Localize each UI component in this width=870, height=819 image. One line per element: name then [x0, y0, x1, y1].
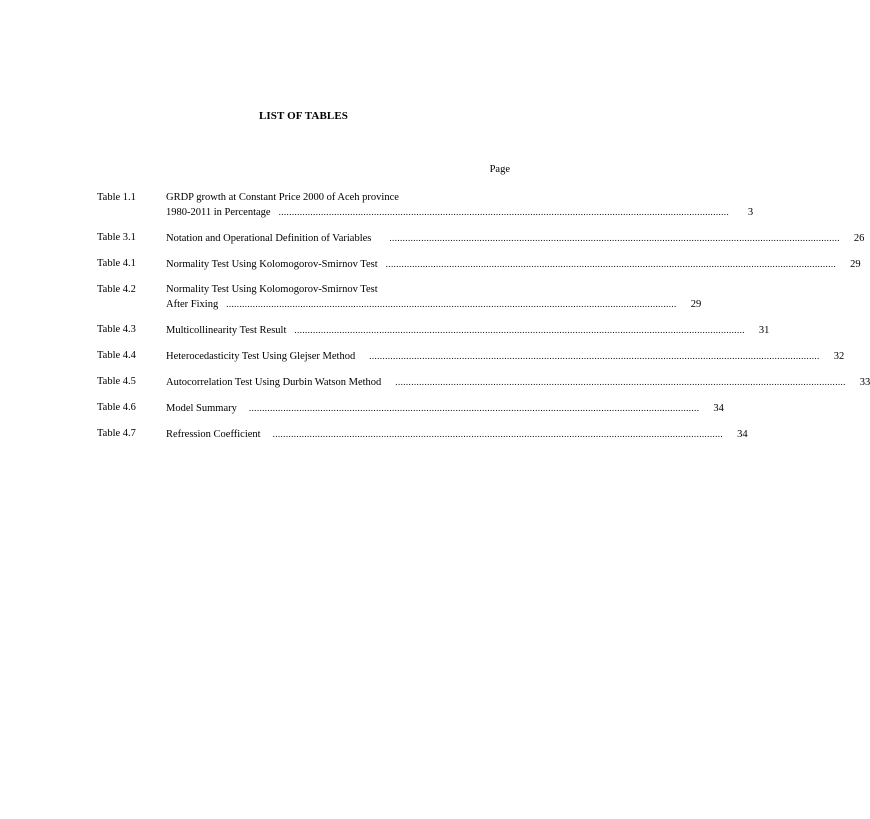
table-caption-line: After Fixing	[166, 299, 219, 310]
table-caption-line: Autocorrelation Test Using Durbin Watson Method	[166, 377, 382, 388]
table-number: Table 3.1	[97, 232, 136, 243]
list-item	[97, 401, 724, 427]
table-number: Table 4.6	[97, 402, 136, 413]
page-number: 32	[833, 351, 845, 362]
table-number: Table 4.5	[97, 376, 136, 387]
page-number: 33	[859, 377, 870, 388]
page-number: 26	[853, 233, 865, 244]
dot-leader: ..........................................................................................................................................................................	[278, 207, 730, 217]
page-number: 3	[747, 207, 754, 218]
table-caption-line: Refression Coefficient	[166, 429, 261, 440]
page-number: 31	[758, 325, 770, 336]
table-caption-line: 1980-2011 in Percentage	[166, 207, 271, 218]
dot-leader: ..........................................................................................................................................................................	[395, 377, 846, 387]
table-caption-line: GRDP growth at Constant Price 2000 of Aceh province	[166, 192, 399, 203]
table-caption-line: Model Summary	[166, 403, 237, 414]
list-item	[97, 427, 748, 453]
table-caption-line: Normality Test Using Kolomogorov-Smirnov Test	[166, 259, 378, 270]
dot-leader: ..........................................................................................................................................................................	[248, 403, 700, 413]
dot-leader: ..........................................................................................................................................................................	[385, 259, 837, 269]
table-number: Table 4.3	[97, 324, 136, 335]
page-number: 29	[690, 299, 702, 310]
list-item	[97, 323, 770, 349]
table-number: Table 1.1	[97, 192, 136, 203]
dot-leader: ..........................................................................................................................................................................	[369, 351, 820, 361]
dot-leader: ..........................................................................................................................................................................	[294, 325, 745, 335]
table-number: Table 4.1	[97, 258, 136, 269]
list-item	[97, 257, 861, 283]
table-caption-line: Normality Test Using Kolomogorov-Smirnov Test	[166, 284, 378, 295]
table-number: Table 4.2	[97, 284, 136, 295]
list-item	[97, 231, 865, 257]
dot-leader: ..........................................................................................................................................................................	[389, 233, 840, 243]
list-item	[97, 191, 754, 231]
page-number: 29	[850, 259, 861, 270]
table-caption-line: Multicollinearity Test Result	[166, 325, 287, 336]
dot-leader: ..........................................................................................................................................................................	[272, 429, 724, 439]
page-title: LIST OF TABLES	[258, 110, 349, 122]
table-number: Table 4.7	[97, 428, 136, 439]
page-number: 34	[713, 403, 724, 414]
dot-leader: ..........................................................................................................................................................................	[226, 299, 677, 309]
list-item	[97, 283, 702, 323]
table-caption-line: Notation and Operational Definition of Variables	[166, 233, 372, 244]
list-item	[97, 375, 870, 401]
page-number: 34	[737, 429, 748, 440]
list-item	[97, 349, 845, 375]
table-number: Table 4.4	[97, 350, 136, 361]
table-caption-line: Heterocedasticity Test Using Glejser Method	[166, 351, 356, 362]
page-column-header: Page	[489, 164, 510, 175]
table-list	[97, 191, 870, 453]
